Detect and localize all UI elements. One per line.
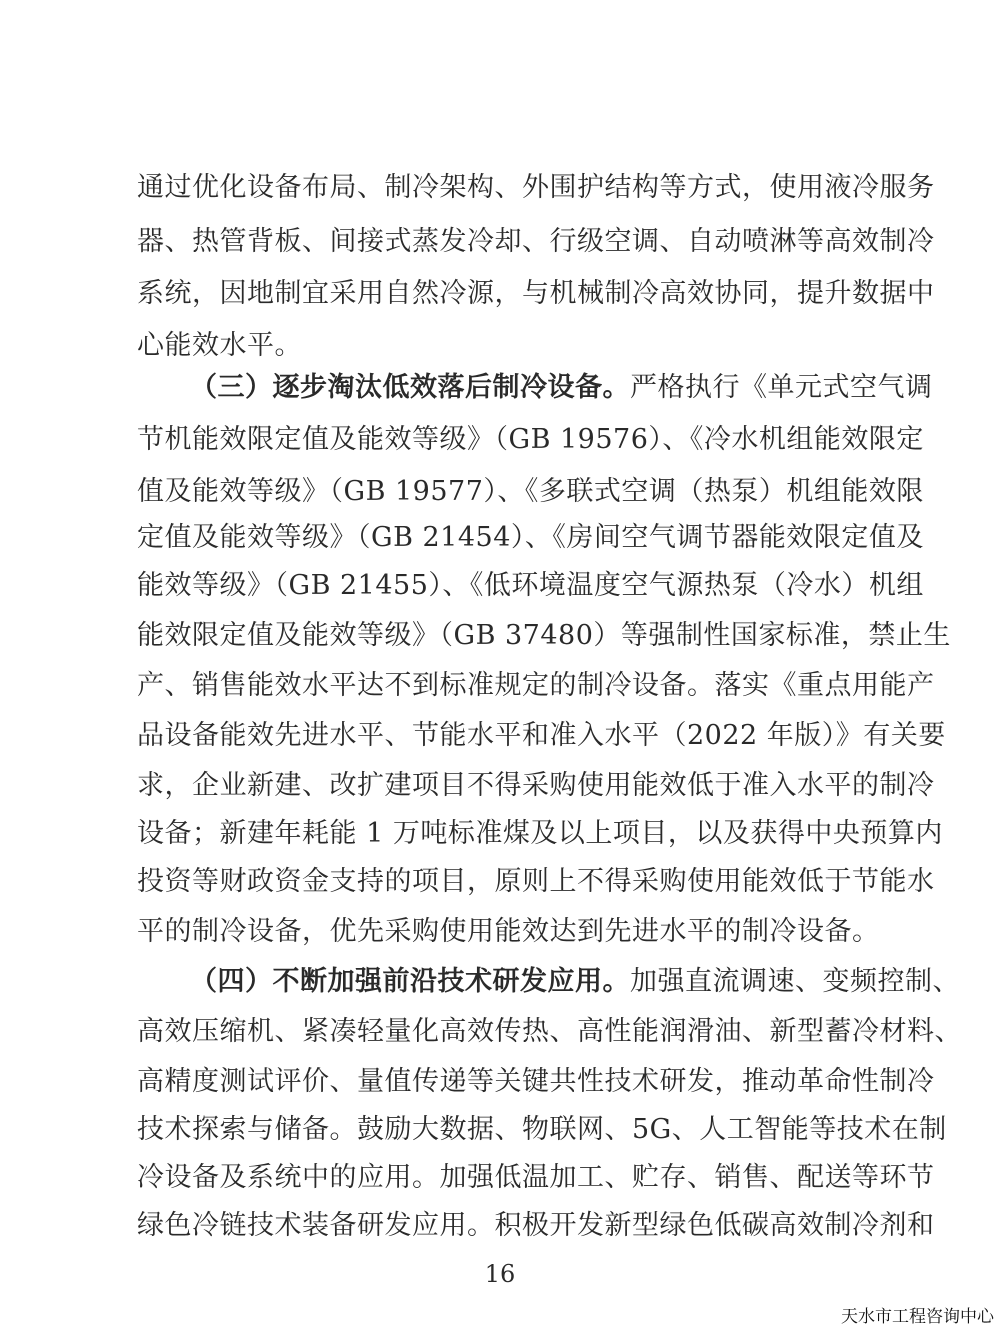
text-line: 投资等财政资金支持的项目，原则上不得采购使用能效低于节能水 — [137, 866, 935, 897]
section-heading: （三）逐步淘汰低效落后制冷设备。 — [190, 372, 630, 403]
text-line: 技术探索与储备。鼓励大数据、物联网、5G、人工智能等技术在制 — [137, 1114, 947, 1145]
text-line: 心能效水平。 — [137, 330, 302, 361]
section-heading-line — [190, 962, 960, 1002]
text-line: 通过优化设备布局、制冷架构、外围护结构等方式，使用液冷服务 — [137, 172, 935, 203]
text-line: 系统，因地制宜采用自然冷源，与机械制冷高效协同，提升数据中 — [137, 278, 935, 309]
section-heading: （四）不断加强前沿技术研发应用。 — [190, 966, 630, 997]
section-heading-line — [190, 368, 933, 408]
text-line: 产、销售能效水平达不到标准规定的制冷设备。落实《重点用能产 — [137, 670, 935, 701]
page-number: 16 — [484, 1260, 516, 1288]
text-line: 能效等级》（GB 21455）、《低环境温度空气源热泵（冷水）机组 — [137, 570, 924, 601]
watermark-label: 天水市工程咨询中心 — [841, 1307, 994, 1327]
text-line: 品设备能效先进水平、节能水平和准入水平（2022 年版）》有关要 — [137, 720, 946, 751]
text-line: 节机能效限定值及能效等级》（GB 19576）、《冷水机组能效限定 — [137, 424, 924, 455]
text-line: 设备；新建年耗能 1 万吨标准煤及以上项目，以及获得中央预算内 — [137, 818, 943, 849]
text-line: 求，企业新建、改扩建项目不得采购使用能效低于准入水平的制冷 — [137, 770, 935, 801]
text-line: 高精度测试评价、量值传递等关键共性技术研发，推动革命性制冷 — [137, 1066, 935, 1097]
text-line: 值及能效等级》（GB 19577）、《多联式空调（热泵）机组能效限 — [137, 476, 924, 507]
text-span: 加强直流调速、变频控制、 — [630, 966, 960, 997]
text-line: 绿色冷链技术装备研发应用。积极开发新型绿色低碳高效制冷剂和 — [137, 1210, 935, 1241]
text-line: 定值及能效等级》（GB 21454）、《房间空气调节器能效限定值及 — [137, 522, 924, 553]
text-line: 平的制冷设备，优先采购使用能效达到先进水平的制冷设备。 — [137, 916, 880, 947]
text-span: 严格执行《单元式空气调 — [630, 372, 933, 403]
text-line: 器、热管背板、间接式蒸发冷却、行级空调、自动喷淋等高效制冷 — [137, 226, 935, 257]
text-line: 能效限定值及能效等级》（GB 37480）等强制性国家标准，禁止生 — [137, 620, 951, 651]
text-line: 高效压缩机、紧凑轻量化高效传热、高性能润滑油、新型蓄冷材料、 — [137, 1016, 962, 1047]
text-line: 冷设备及系统中的应用。加强低温加工、贮存、销售、配送等环节 — [137, 1162, 935, 1193]
